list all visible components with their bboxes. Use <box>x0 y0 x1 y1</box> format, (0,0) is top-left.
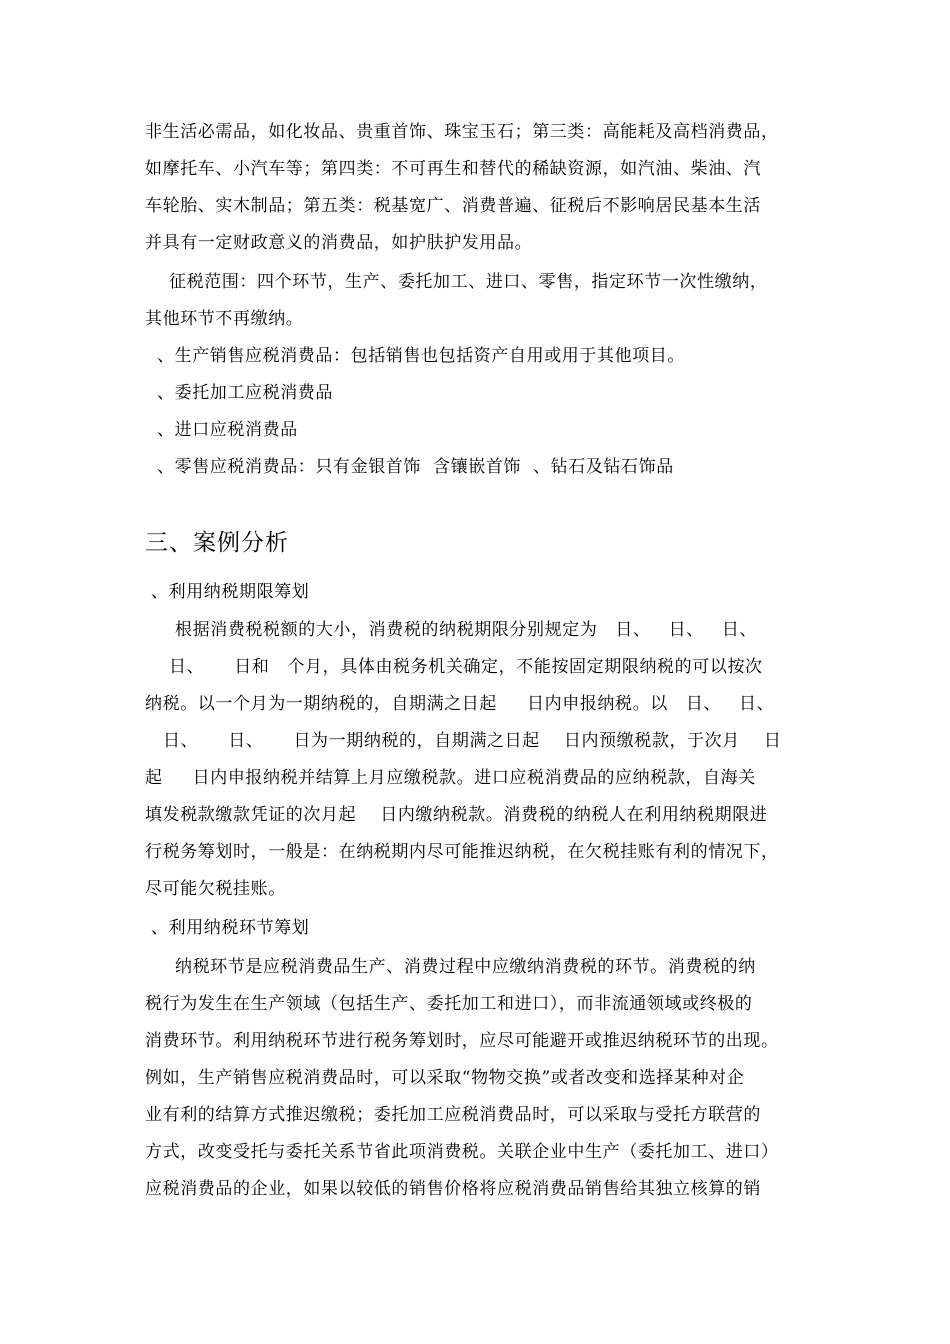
list-item: 、零售应税消费品：只有金银首饰 含镶嵌首饰 、钻石及钻石饰品 <box>145 457 674 477</box>
paragraph-line: 业有利的结算方式推迟缴税；委托加工应税消费品时，可以采取与受托方联营的 <box>145 1105 761 1125</box>
paragraph-line: 消费环节。利用纳税环节进行税务筹划时，应尽可能避开或推迟纳税环节的出现。 <box>145 1031 779 1051</box>
paragraph-line: 车轮胎、实木制品；第五类：税基宽广、消费普遍、征税后不影响居民基本生活 <box>145 196 761 216</box>
paragraph-line: 非生活必需品，如化妆品、贵重首饰、珠宝玉石；第三类：高能耗及高档消费品， <box>145 122 779 142</box>
paragraph-line: 方式，改变受托与委托关系节省此项消费税。关联企业中生产（委托加工、进口） <box>145 1142 779 1162</box>
paragraph-line: 行税务筹划时，一般是：在纳税期内尽可能推迟纳税，在欠税挂账有利的情况下， <box>145 842 779 862</box>
paragraph-line: 尽可能欠税挂账。 <box>145 879 286 899</box>
paragraph-line: 起 日内申报纳税并结算上月应缴税款。进口应税消费品的应纳税款，自海关 <box>145 768 756 788</box>
list-item: 、进口应税消费品 <box>145 420 298 440</box>
paragraph-line: 根据消费税税额的大小，消费税的纳税期限分别规定为 日、 日、 日、 <box>145 620 758 640</box>
paragraph-line: 其他环节不再缴纳。 <box>145 309 304 329</box>
subheading: 、利用纳税期限筹划 <box>145 582 310 602</box>
paragraph-line: 征税范围：四个环节，生产、委托加工、进口、零售，指定环节一次性缴纳， <box>145 272 768 292</box>
section-title: 三、案例分析 <box>145 530 289 556</box>
paragraph-line: 并具有一定财政意义的消费品，如护肤护发用品。 <box>145 233 533 253</box>
list-item: 、委托加工应税消费品 <box>145 383 334 403</box>
paragraph-line: 例如，生产销售应税消费品时，可以采取“物物交换”或者改变和选择某种对企 <box>145 1068 745 1088</box>
paragraph-line: 日、 日、 日为一期纳税的，自期满之日起 日内预缴税款，于次月 日 <box>145 731 782 751</box>
paragraph-line: 纳税。以一个月为一期纳税的，自期满之日起 日内申报纳税。以 日、 日、 <box>145 694 775 714</box>
paragraph-line: 税行为发生在生产领域（包括生产、委托加工和进口），而非流通领域或终极的 <box>145 994 753 1014</box>
list-item: 、生产销售应税消费品：包括销售也包括资产自用或用于其他项目。 <box>145 346 686 366</box>
paragraph-line: 日、 日和 个月，具体由税务机关确定，不能按固定期限纳税的可以按次 <box>145 657 763 677</box>
paragraph-line: 纳税环节是应税消费品生产、消费过程中应缴纳消费税的环节。消费税的纳 <box>145 957 756 977</box>
paragraph-line: 填发税款缴款凭证的次月起 日内缴纳税款。消费税的纳税人在利用纳税期限进 <box>145 805 768 825</box>
subheading: 、利用纳税环节筹划 <box>145 918 310 938</box>
paragraph-line: 如摩托车、小汽车等；第四类：不可再生和替代的稀缺资源，如汽油、柴油、汽 <box>145 159 761 179</box>
paragraph-line: 应税消费品的企业，如果以较低的销售价格将应税消费品销售给其独立核算的销 <box>145 1179 761 1199</box>
